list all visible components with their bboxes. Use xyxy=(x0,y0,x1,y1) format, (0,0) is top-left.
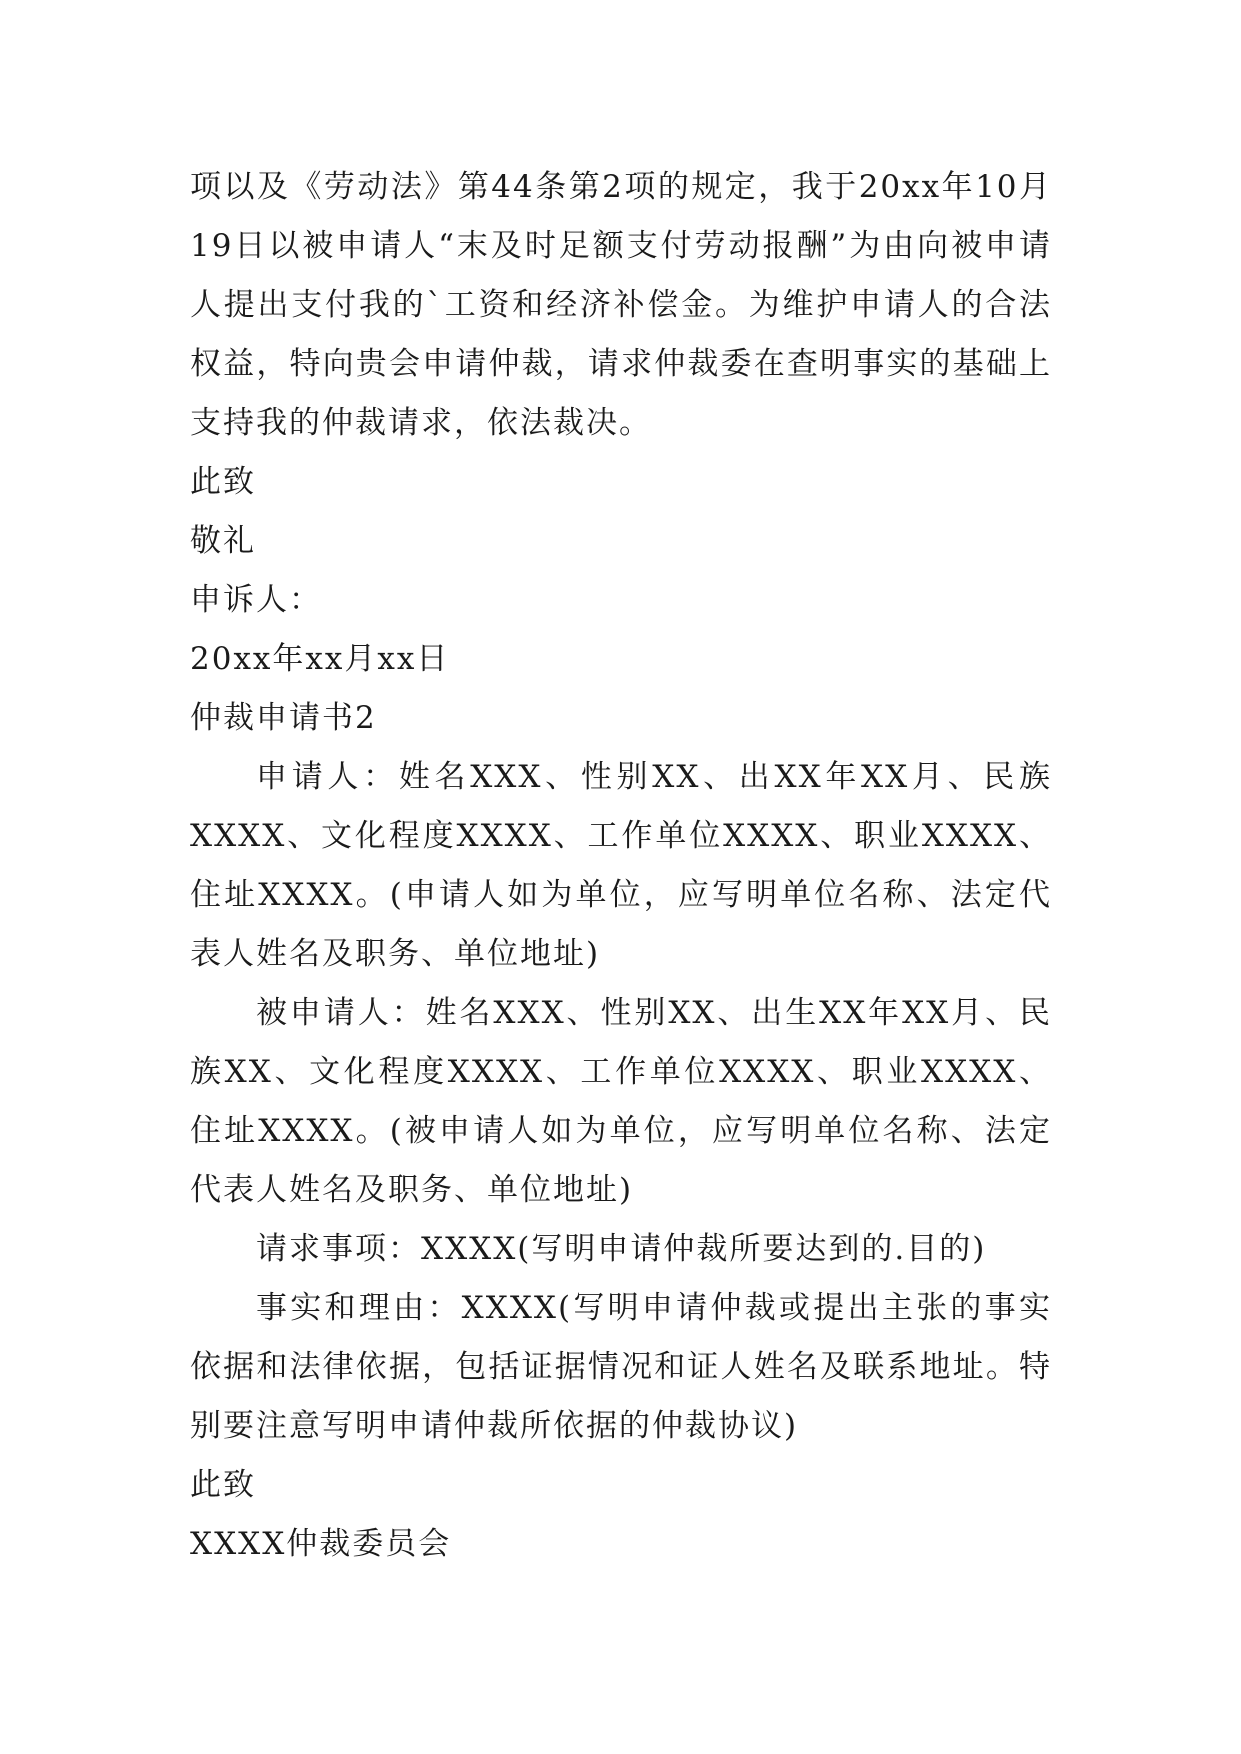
paragraph-legal-basis: 项以及《劳动法》第44条第2项的规定，我于20xx年10月19日以被申请人“末及时足额支付劳动报酬”为由向被申请人提出支付我的`工资和经济补偿金。为维护申请人的合法权益，特向贵会申请仲裁，请求仲裁委在查明事实的基础上支持我的仲裁请求，依法裁决。 xyxy=(190,169,1052,441)
paragraph-respondent: 被申请人：姓名XXX、性别XX、出生XX年XX月、民族XX、文化程度XXXX、工作单位XXXX、职业XXXX、住址XXXX。(被申请人如为单位，应写明单位名称、法定代表人姓名及职务、单位地址) xyxy=(190,995,1052,1208)
document-body xyxy=(190,158,1052,1574)
paragraph-request: 请求事项：XXXX(写明申请仲裁所要达到的.目的) xyxy=(256,1231,987,1267)
salutation: 敬礼 xyxy=(190,523,256,559)
closing-greeting: 此致 xyxy=(190,464,256,500)
paragraph-facts: 事实和理由：XXXX(写明申请仲裁或提出主张的事实依据和法律依据，包括证据情况和证人姓名及联系地址。特别要注意写明申请仲裁所依据的仲裁协议) xyxy=(190,1290,1052,1444)
committee-name: XXXX仲裁委员会 xyxy=(190,1526,452,1562)
date-line: 20xx年xx月xx日 xyxy=(190,641,450,677)
paragraph-applicant: 申请人：姓名XXX、性别XX、出XX年XX月、民族XXXX、文化程度XXXX、工作单位XXXX、职业XXXX、住址XXXX。(申请人如为单位，应写明单位名称、法定代表人姓名及职务、单位地址) xyxy=(190,759,1052,972)
appellant-label: 申诉人： xyxy=(190,582,322,618)
section-title: 仲裁申请书2 xyxy=(190,700,377,736)
closing-greeting-2: 此致 xyxy=(190,1467,256,1503)
